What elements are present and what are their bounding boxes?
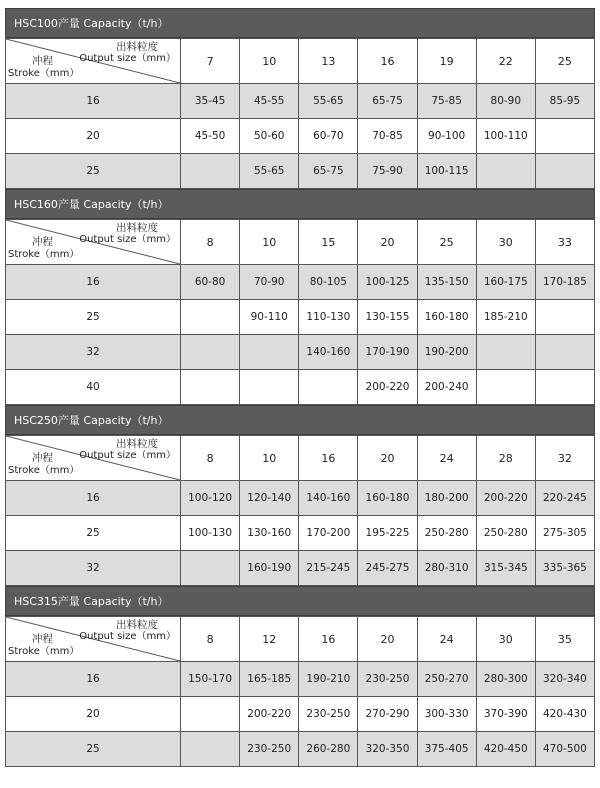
table-title: HSC315产量 Capacity（t/h） [5,586,595,616]
stroke-cell: 25 [6,516,181,551]
capacity-cell: 420-450 [476,732,535,767]
capacity-cell [535,119,594,154]
stroke-cell: 25 [6,732,181,767]
capacity-cell: 160-180 [358,481,417,516]
output-size-label-en: Output size（mm） [79,631,176,642]
capacity-cell: 150-170 [181,662,240,697]
output-size-header: 10 [240,39,299,84]
table-row [6,119,595,154]
capacity-cell: 110-130 [299,300,358,335]
output-size-label-cn: 出料粒度 [116,438,158,450]
capacity-cell: 195-225 [358,516,417,551]
capacity-cell [476,335,535,370]
capacity-table-block [5,8,595,189]
capacity-cell: 160-175 [476,265,535,300]
header-corner-cell [6,617,181,662]
capacity-cell: 80-90 [476,84,535,119]
output-size-header: 16 [358,39,417,84]
output-size-header: 8 [181,617,240,662]
stroke-cell: 16 [6,662,181,697]
stroke-cell: 32 [6,551,181,586]
capacity-cell [476,154,535,189]
capacity-cell: 100-115 [417,154,476,189]
capacity-cell [181,335,240,370]
stroke-cell: 16 [6,265,181,300]
capacity-cell: 275-305 [535,516,594,551]
capacity-cell: 135-150 [417,265,476,300]
table-title: HSC100产量 Capacity（t/h） [5,8,595,38]
header-corner-cell [6,39,181,84]
output-size-header: 19 [417,39,476,84]
capacity-cell: 230-250 [240,732,299,767]
capacity-cell: 190-210 [299,662,358,697]
output-size-header: 8 [181,220,240,265]
capacity-cell: 185-210 [476,300,535,335]
capacity-cell: 130-160 [240,516,299,551]
capacity-cell: 335-365 [535,551,594,586]
stroke-cell: 16 [6,481,181,516]
capacity-cell: 160-190 [240,551,299,586]
capacity-cell: 420-430 [535,697,594,732]
capacity-cell: 100-125 [358,265,417,300]
table-row [6,335,595,370]
output-size-label-en: Output size（mm） [79,234,176,245]
output-size-header: 20 [358,220,417,265]
stroke-cell: 40 [6,370,181,405]
capacity-cell: 260-280 [299,732,358,767]
table-row [6,697,595,732]
stroke-label-cn: 冲程 [32,55,53,67]
table-title: HSC160产量 Capacity（t/h） [5,189,595,219]
capacity-cell: 170-185 [535,265,594,300]
capacity-cell: 130-155 [358,300,417,335]
capacity-cell: 200-220 [358,370,417,405]
table-row [6,370,595,405]
capacity-cell: 50-60 [240,119,299,154]
header-row [6,39,595,84]
stroke-label-en: Stroke（mm） [8,465,80,476]
capacity-cell: 55-65 [240,154,299,189]
capacity-cell: 215-245 [299,551,358,586]
output-size-header: 10 [240,436,299,481]
capacity-cell: 320-350 [358,732,417,767]
capacity-table [5,219,595,405]
capacity-cell: 220-245 [535,481,594,516]
capacity-sheet [5,0,595,767]
output-size-header: 16 [299,436,358,481]
output-size-label-en: Output size（mm） [79,450,176,461]
table-row [6,551,595,586]
capacity-cell [181,551,240,586]
capacity-cell [181,154,240,189]
output-size-header: 30 [476,220,535,265]
capacity-cell: 45-55 [240,84,299,119]
capacity-cell [181,370,240,405]
stroke-label-cn: 冲程 [32,633,53,645]
output-size-header: 20 [358,617,417,662]
output-size-header: 16 [299,617,358,662]
capacity-cell: 120-140 [240,481,299,516]
capacity-cell: 70-85 [358,119,417,154]
output-size-label-en: Output size（mm） [79,53,176,64]
stroke-label-cn: 冲程 [32,452,53,464]
capacity-cell [181,732,240,767]
output-size-header: 7 [181,39,240,84]
output-size-header: 8 [181,436,240,481]
output-size-label-cn: 出料粒度 [116,41,158,53]
capacity-cell: 470-500 [535,732,594,767]
capacity-cell: 60-80 [181,265,240,300]
capacity-cell: 90-100 [417,119,476,154]
stroke-cell: 20 [6,697,181,732]
stroke-cell: 25 [6,154,181,189]
stroke-label-en: Stroke（mm） [8,68,80,79]
capacity-cell: 85-95 [535,84,594,119]
output-size-label-cn: 出料粒度 [116,222,158,234]
stroke-cell: 16 [6,84,181,119]
output-size-header: 12 [240,617,299,662]
capacity-cell [476,370,535,405]
capacity-table [5,435,595,586]
capacity-cell: 170-190 [358,335,417,370]
capacity-cell: 60-70 [299,119,358,154]
capacity-cell: 280-310 [417,551,476,586]
output-size-header: 33 [535,220,594,265]
stroke-cell: 20 [6,119,181,154]
capacity-cell [535,300,594,335]
capacity-cell: 140-160 [299,481,358,516]
capacity-cell: 315-345 [476,551,535,586]
capacity-cell [181,300,240,335]
table-row [6,732,595,767]
capacity-cell: 65-75 [358,84,417,119]
output-size-header: 25 [417,220,476,265]
capacity-cell: 35-45 [181,84,240,119]
capacity-cell: 190-200 [417,335,476,370]
header-corner-cell [6,436,181,481]
capacity-cell: 75-85 [417,84,476,119]
capacity-cell: 280-300 [476,662,535,697]
output-size-header: 24 [417,436,476,481]
capacity-cell [535,370,594,405]
output-size-header: 30 [476,617,535,662]
capacity-table [5,38,595,189]
header-row [6,617,595,662]
capacity-cell: 100-120 [181,481,240,516]
capacity-cell: 70-90 [240,265,299,300]
table-title: HSC250产量 Capacity（t/h） [5,405,595,435]
table-row [6,84,595,119]
output-size-header: 24 [417,617,476,662]
output-size-header: 20 [358,436,417,481]
capacity-cell: 230-250 [358,662,417,697]
capacity-cell: 170-200 [299,516,358,551]
header-row [6,220,595,265]
header-row [6,436,595,481]
output-size-header: 28 [476,436,535,481]
stroke-cell: 32 [6,335,181,370]
capacity-table [5,616,595,767]
capacity-cell [240,335,299,370]
capacity-cell: 100-110 [476,119,535,154]
capacity-cell: 245-275 [358,551,417,586]
capacity-cell: 250-280 [417,516,476,551]
output-size-header: 25 [535,39,594,84]
capacity-cell [181,697,240,732]
capacity-cell [299,370,358,405]
output-size-header: 15 [299,220,358,265]
capacity-cell: 200-220 [476,481,535,516]
output-size-header: 22 [476,39,535,84]
capacity-table-block [5,405,595,586]
capacity-cell: 200-220 [240,697,299,732]
capacity-cell: 100-130 [181,516,240,551]
capacity-cell [535,335,594,370]
header-corner-cell [6,220,181,265]
capacity-cell [535,154,594,189]
table-row [6,300,595,335]
capacity-cell: 45-50 [181,119,240,154]
capacity-cell: 180-200 [417,481,476,516]
capacity-cell [240,370,299,405]
output-size-header: 10 [240,220,299,265]
capacity-cell: 230-250 [299,697,358,732]
stroke-cell: 25 [6,300,181,335]
output-size-label-cn: 出料粒度 [116,619,158,631]
capacity-cell: 320-340 [535,662,594,697]
capacity-cell: 250-270 [417,662,476,697]
capacity-cell: 200-240 [417,370,476,405]
capacity-cell: 80-105 [299,265,358,300]
output-size-header: 35 [535,617,594,662]
stroke-label-en: Stroke（mm） [8,646,80,657]
table-row [6,662,595,697]
capacity-cell: 65-75 [299,154,358,189]
table-row [6,265,595,300]
capacity-cell: 55-65 [299,84,358,119]
capacity-cell: 300-330 [417,697,476,732]
capacity-cell: 140-160 [299,335,358,370]
capacity-cell: 160-180 [417,300,476,335]
capacity-table-block [5,189,595,405]
capacity-cell: 375-405 [417,732,476,767]
table-row [6,154,595,189]
stroke-label-cn: 冲程 [32,236,53,248]
table-row [6,481,595,516]
capacity-cell: 370-390 [476,697,535,732]
capacity-cell: 165-185 [240,662,299,697]
capacity-cell: 270-290 [358,697,417,732]
output-size-header: 13 [299,39,358,84]
capacity-table-block [5,586,595,767]
capacity-cell: 90-110 [240,300,299,335]
capacity-cell: 250-280 [476,516,535,551]
stroke-label-en: Stroke（mm） [8,249,80,260]
output-size-header: 32 [535,436,594,481]
table-row [6,516,595,551]
capacity-cell: 75-90 [358,154,417,189]
